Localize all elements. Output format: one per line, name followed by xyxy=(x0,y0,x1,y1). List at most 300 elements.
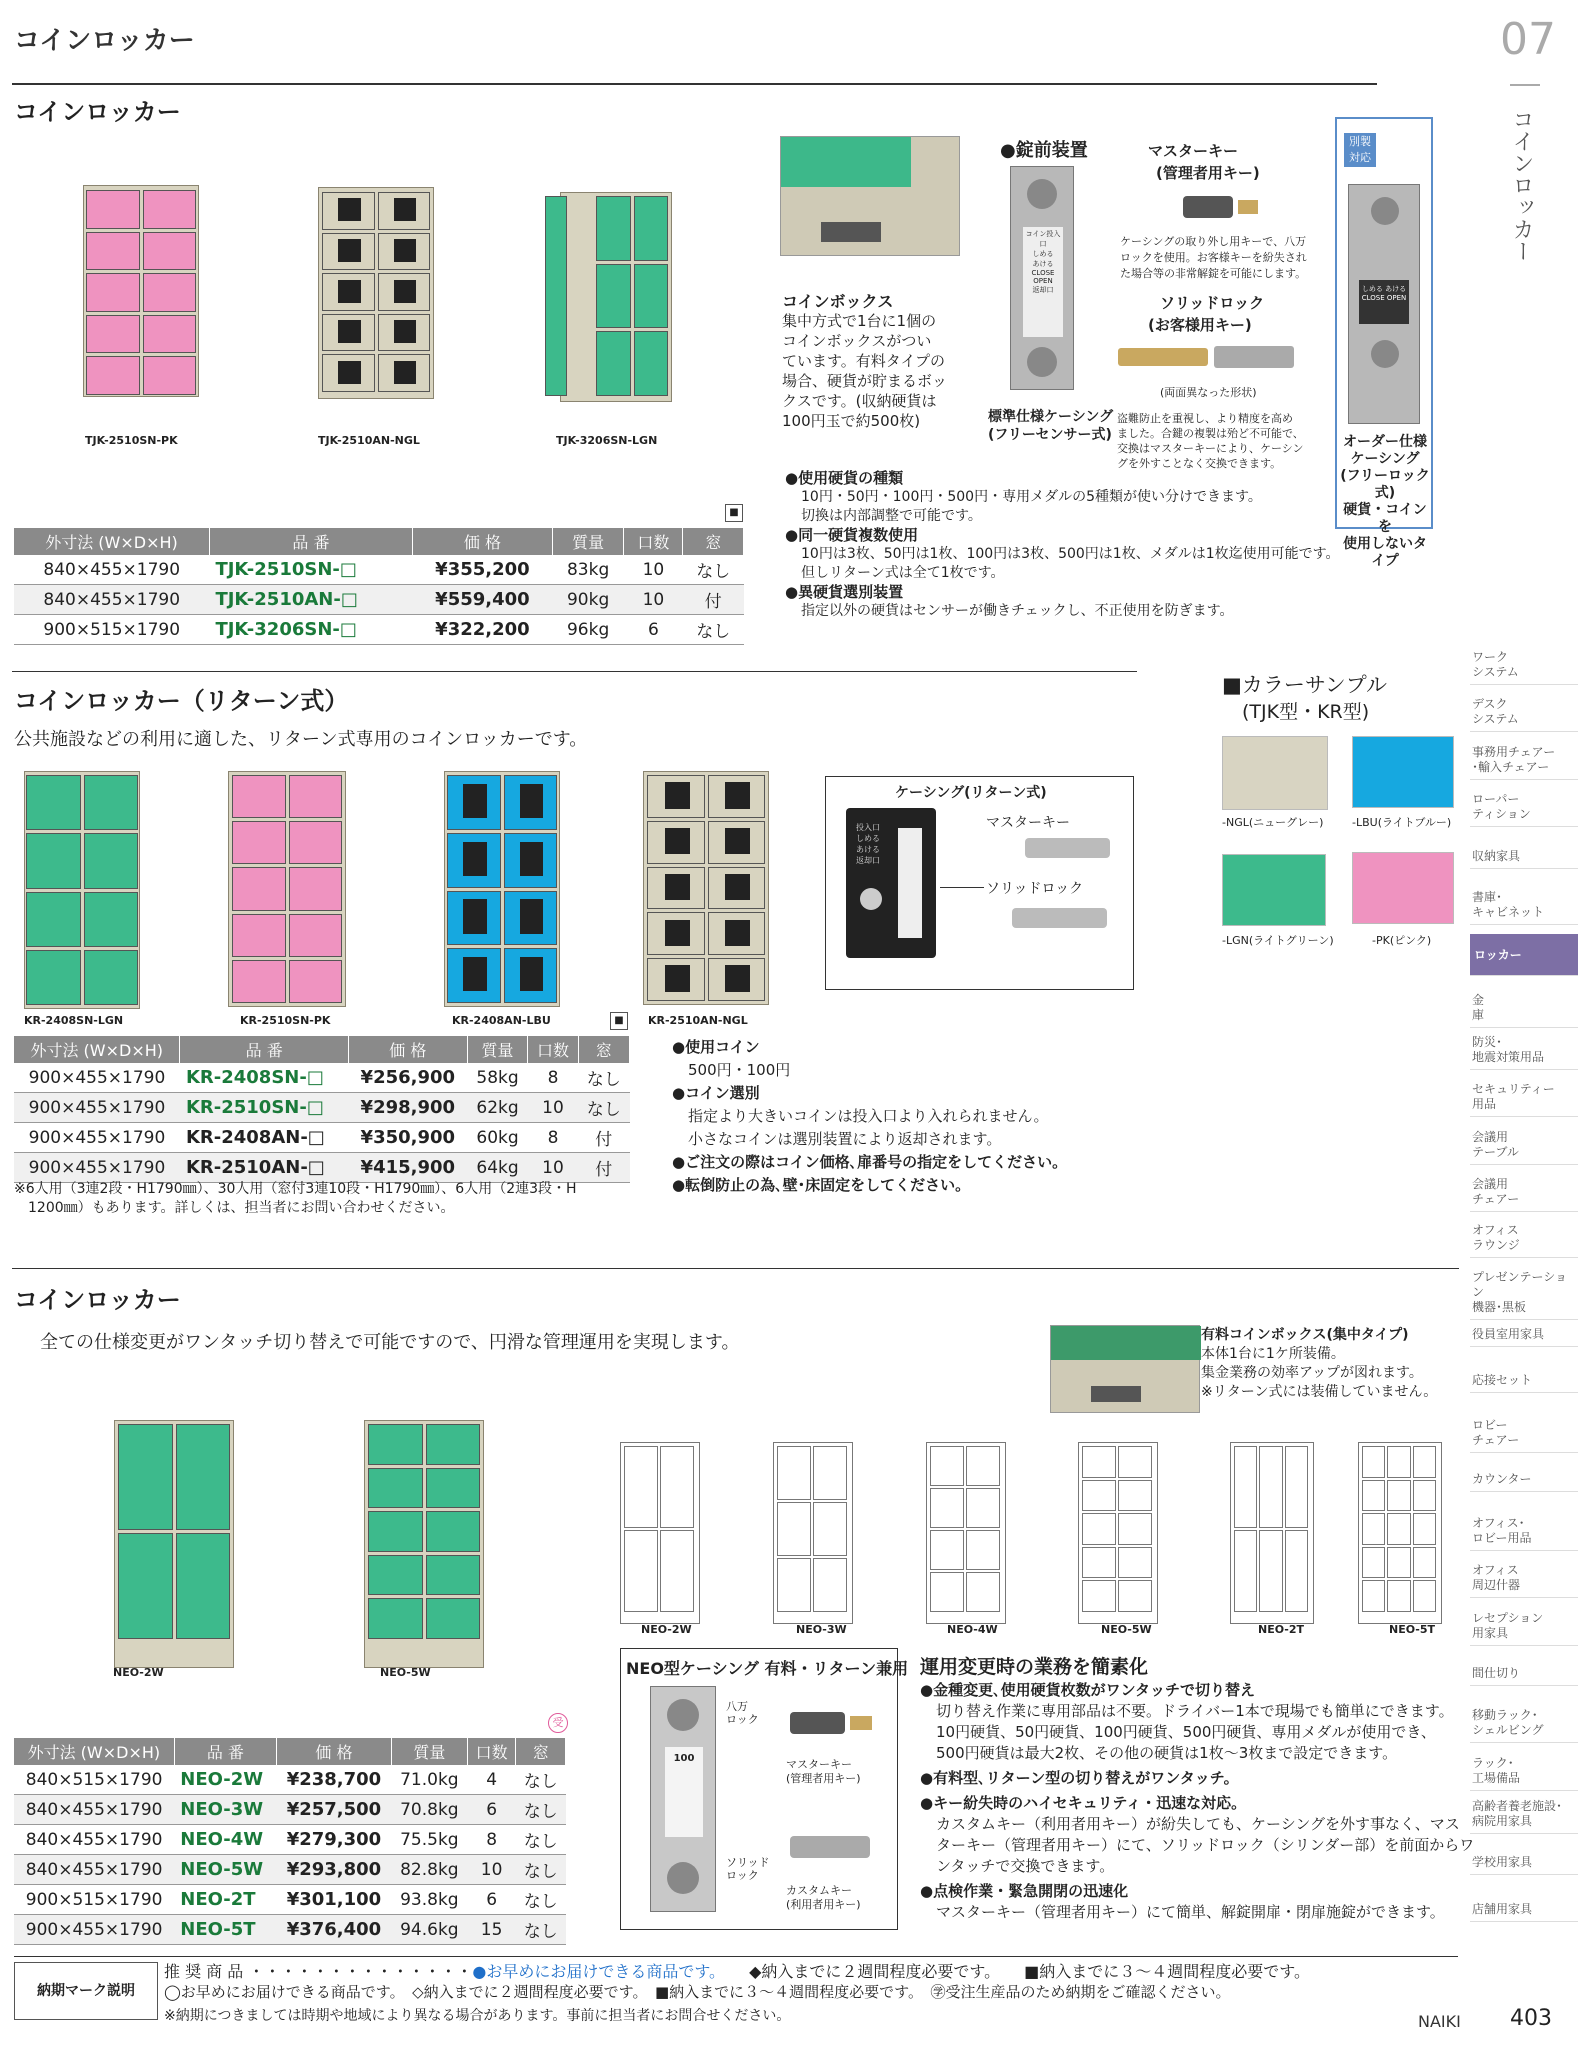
col-header: 価 格 xyxy=(277,1738,392,1765)
cell-size: 900×515×1790 xyxy=(14,1885,174,1915)
wire-door xyxy=(660,1530,694,1612)
wire-door xyxy=(1118,1547,1152,1579)
text-line: クスです。(収納硬貨は xyxy=(782,392,937,410)
model-caption: KR-2408SN-LGN xyxy=(24,1014,124,1027)
legend-row-1 xyxy=(164,1959,1310,1982)
cell-weight: 93.8kg xyxy=(391,1885,467,1915)
color-swatch-lgn xyxy=(1222,854,1326,926)
cell-count: 10 xyxy=(467,1855,516,1885)
text-line: 切り替え作業に専用部品は不要。ドライバー1本で現場でも簡単にできます。 xyxy=(936,1702,1454,1720)
cell-code: KR-2408SN-□ xyxy=(180,1063,348,1093)
door-window xyxy=(520,899,543,933)
master-key-title: マスターキー xyxy=(1148,142,1239,160)
cell-weight: 62kg xyxy=(467,1093,528,1123)
open-door xyxy=(545,196,567,396)
text-line: 場合、硬貨が貯まるボッ xyxy=(782,372,948,390)
wire-door xyxy=(1234,1530,1257,1612)
table-row xyxy=(14,1795,566,1825)
text-line: 10円は3枚、50円は1枚、100円は3枚、500円は1枚、メダルは1枚迄使用可能です。 xyxy=(801,546,1340,562)
sidebar-item[interactable]: 移動ラック･ シェルビング xyxy=(1470,1708,1578,1743)
door-window xyxy=(338,361,361,384)
cell-code: NEO-4W xyxy=(174,1825,276,1855)
locker-door xyxy=(322,233,375,271)
coinbox-slot xyxy=(1091,1386,1141,1402)
col-header: 外寸法 (W×D×H) xyxy=(14,528,209,555)
door-window xyxy=(338,239,361,262)
return-features xyxy=(672,1036,1067,1197)
text-line: ロック xyxy=(726,1713,759,1726)
section3-title: コインロッカー xyxy=(14,1286,181,1314)
cell-weight: 58kg xyxy=(467,1063,528,1093)
return-casing-photo xyxy=(846,808,936,958)
brand-label: NAIKI xyxy=(1418,2012,1461,2031)
locker-door xyxy=(426,1555,481,1596)
text-line: オーダー仕様 xyxy=(1343,434,1427,450)
drawing-caption: NEO-5T xyxy=(1389,1623,1435,1636)
col-header: 口数 xyxy=(467,1738,516,1765)
locker-door xyxy=(378,314,431,352)
lock-casing-photo xyxy=(1010,166,1074,390)
wire-door xyxy=(813,1502,847,1556)
locker-door xyxy=(426,1511,481,1552)
locker-door xyxy=(378,233,431,271)
text-line: 本体1台に1ケ所装備。 xyxy=(1201,1346,1345,1362)
spec-table-kr xyxy=(14,1036,630,1183)
wire-door xyxy=(1387,1547,1410,1579)
locker-door xyxy=(504,775,558,830)
sidebar-item[interactable]: 応接セット xyxy=(1470,1373,1578,1393)
door-window xyxy=(725,874,750,901)
legend-item: ◆納入までに２週間程度必要です。 xyxy=(749,1962,993,1981)
delivery-badge: ■ xyxy=(610,1012,628,1030)
locker-door xyxy=(84,892,139,947)
locker-door xyxy=(232,914,286,957)
door-window xyxy=(725,920,750,947)
locker-door xyxy=(86,315,140,354)
cell-size: 840×455×1790 xyxy=(14,585,209,615)
sidebar-item[interactable]: ラック･ 工場備品 xyxy=(1470,1756,1578,1791)
table-row xyxy=(14,1153,630,1183)
spec-table-tjk xyxy=(14,528,744,645)
cell-code: NEO-5T xyxy=(174,1915,276,1945)
color-swatch-lbu xyxy=(1352,736,1454,808)
model-caption: NEO-5W xyxy=(380,1666,431,1679)
sidebar-item[interactable]: デスク システム xyxy=(1470,697,1578,732)
color-swatch-ngl xyxy=(1222,736,1328,810)
wire-door xyxy=(1413,1580,1436,1612)
locker-door xyxy=(84,833,139,888)
cell-price: ¥322,200 xyxy=(412,615,552,645)
cylinder-icon xyxy=(1371,340,1399,368)
sidebar-item[interactable]: セキュリティー 用品 xyxy=(1470,1082,1578,1117)
badge-line: 別製 xyxy=(1349,135,1371,148)
text-line: 集金業務の効率アップが図れます。 xyxy=(1201,1365,1423,1381)
cell-price: ¥559,400 xyxy=(412,585,552,615)
text-line: ※リターン式には装備していません。 xyxy=(1201,1384,1438,1400)
keyhole-icon xyxy=(667,1699,699,1731)
sidebar-item[interactable]: オフィス 周辺什器 xyxy=(1470,1563,1578,1598)
text-line: 500円硬貨は最大2枚、その他の硬貨は1枚～3枚まで設定できます。 xyxy=(936,1744,1398,1762)
text-line: (利用者用キー) xyxy=(786,1898,861,1911)
wire-door xyxy=(813,1558,847,1612)
cell-count: 6 xyxy=(467,1885,516,1915)
feature-heading: ●金種変更､使用硬貨枚数がワンタッチで切り替え xyxy=(920,1681,1255,1699)
feature-heading: ●使用硬貨の種類 xyxy=(785,469,904,487)
cylinder-icon xyxy=(667,1862,699,1894)
model-caption: NEO-2W xyxy=(113,1666,164,1679)
cell-code: NEO-2W xyxy=(174,1765,276,1795)
wire-door xyxy=(1118,1480,1152,1512)
model-caption: TJK-3206SN-LGN xyxy=(556,434,658,447)
table-row xyxy=(14,1765,566,1795)
sidebar-item[interactable]: 高齢者養老施設･ 病院用家具 xyxy=(1470,1799,1578,1834)
sidebar-item[interactable]: 書庫･ キャビネット xyxy=(1470,890,1578,925)
text-line: ロックを使用。お客様キーを紛失され xyxy=(1120,251,1307,264)
locker-door xyxy=(26,950,81,1005)
door-window xyxy=(725,965,750,992)
locker-door xyxy=(447,775,501,830)
cell-window: なし xyxy=(578,1093,629,1123)
door-window xyxy=(338,280,361,303)
text-line: ケーシング xyxy=(1350,451,1420,467)
locker-door xyxy=(322,314,375,352)
locker-door xyxy=(289,821,343,864)
text-line: グを外すことなく交換できます。 xyxy=(1117,457,1282,470)
col-header: 価 格 xyxy=(348,1036,467,1063)
col-header: 窓 xyxy=(578,1036,629,1063)
sidebar-item[interactable]: プレゼンテーション 機器･黒板 xyxy=(1470,1270,1578,1320)
locker-door xyxy=(26,775,81,830)
locker-door xyxy=(368,1424,423,1465)
cell-count: 6 xyxy=(624,615,683,645)
text-line: (管理者用キー) xyxy=(786,1772,861,1785)
cell-window: なし xyxy=(516,1855,566,1885)
locker-door xyxy=(426,1598,481,1639)
locker-door xyxy=(232,775,286,818)
wire-door xyxy=(1387,1446,1410,1478)
model-caption: TJK-2510AN-NGL xyxy=(318,434,420,447)
spec-table-neo xyxy=(14,1738,566,1945)
sidebar-item[interactable]: 防災･ 地震対策用品 xyxy=(1470,1035,1578,1070)
cell-weight: 70.8kg xyxy=(391,1795,467,1825)
order-casing-title xyxy=(1338,434,1432,570)
color-sample-title: ■カラーサンプル xyxy=(1222,673,1387,697)
sidebar-item[interactable]: 金 庫 xyxy=(1470,993,1578,1028)
order-casing-photo xyxy=(1348,184,1420,424)
panel-label: コイン投入口 xyxy=(1025,230,1061,248)
locker-door xyxy=(647,958,705,1001)
keyhole-icon xyxy=(1027,179,1057,209)
text-line: 八万 xyxy=(726,1700,748,1713)
cell-window: 付 xyxy=(578,1123,629,1153)
cell-code: KR-2408AN-□ xyxy=(180,1123,348,1153)
cell-window: なし xyxy=(578,1063,629,1093)
wire-door xyxy=(966,1530,1000,1570)
coinbox-title: コインボックス xyxy=(782,292,894,311)
locker-door xyxy=(86,273,140,312)
order-panel xyxy=(1359,280,1409,324)
text-line: ※6人用（3連2段・H1790㎜）、30人用（窓付3連10段・H1790㎜）、6人用（2連3段・H xyxy=(14,1181,577,1197)
text-line: 但しリターン式は全て1枚です。 xyxy=(801,565,1005,581)
locker-door xyxy=(86,232,140,271)
master-key-desc xyxy=(1120,234,1307,282)
paid-coinbox-text xyxy=(1201,1326,1437,1402)
page-number: 403 xyxy=(1510,2006,1552,2031)
cell-size: 900×455×1790 xyxy=(14,1915,174,1945)
text-line: マスターキー（管理者用キー）にて簡単、解錠開扉・閉扉施錠ができます。 xyxy=(936,1903,1445,1921)
locker-door xyxy=(176,1533,231,1639)
text-line: ンタッチで交換できます。 xyxy=(936,1857,1115,1875)
sidebar-item[interactable]: 役員室用家具 xyxy=(1470,1327,1578,1347)
locker-door xyxy=(176,1424,231,1530)
table-row xyxy=(14,555,744,585)
text-line: 標準仕様ケーシング xyxy=(988,409,1114,425)
panel-label: あける xyxy=(1032,260,1054,268)
wire-door xyxy=(624,1530,658,1612)
paid-coinbox-door xyxy=(1051,1326,1201,1360)
locker-door xyxy=(289,960,343,1003)
return-master-label: マスターキー xyxy=(986,815,1070,831)
wire-door xyxy=(624,1446,658,1528)
locker-door xyxy=(378,354,431,392)
sidebar-item[interactable]: オフィス ラウンジ xyxy=(1470,1223,1578,1258)
locker-door xyxy=(596,264,631,329)
neo-casing-title: NEO型ケーシング 有料・リターン兼用 xyxy=(626,1659,909,1678)
text-line: ケーシングの取り外し用キーで、八万 xyxy=(1120,235,1307,248)
cell-weight: 90kg xyxy=(552,585,623,615)
locker-door xyxy=(289,867,343,910)
wire-door xyxy=(1387,1580,1410,1612)
cylinder-icon xyxy=(860,888,882,910)
sidebar-item[interactable]: 事務用チェアー ･輸入チェアー xyxy=(1470,745,1578,780)
locker-door xyxy=(86,190,140,229)
locker-door xyxy=(447,948,501,1003)
col-header: 口数 xyxy=(528,1036,578,1063)
neo-master-label xyxy=(786,1758,861,1786)
locker-door xyxy=(86,356,140,395)
wire-door xyxy=(1387,1513,1410,1545)
text-line: コインボックスがつい xyxy=(782,332,932,350)
cell-size: 900×455×1790 xyxy=(14,1063,180,1093)
locker-door xyxy=(322,273,375,311)
locker-door xyxy=(634,331,669,396)
locker-door xyxy=(634,196,669,261)
wire-door xyxy=(1362,1547,1385,1579)
sidebar-item[interactable]: カウンター xyxy=(1470,1472,1578,1492)
col-header: 口数 xyxy=(624,528,683,555)
sidebar-item[interactable]: 会議用 テーブル xyxy=(1470,1130,1578,1165)
sidebar-item[interactable]: 収納家具 xyxy=(1470,849,1578,869)
text-line: 集中方式で1台に1個の xyxy=(782,312,937,330)
sidebar-item[interactable]: 会議用 チェアー xyxy=(1470,1177,1578,1212)
locker-door xyxy=(368,1555,423,1596)
locker-door xyxy=(708,867,766,910)
sidebar-item[interactable]: ワーク システム xyxy=(1470,650,1578,685)
locker-door xyxy=(647,912,705,955)
cell-weight: 71.0kg xyxy=(391,1765,467,1795)
custom-key-icon xyxy=(790,1836,870,1858)
master-key-icon xyxy=(1025,838,1110,858)
cell-window: なし xyxy=(683,615,744,645)
cell-price: ¥279,300 xyxy=(277,1825,392,1855)
cell-weight: 83kg xyxy=(552,555,623,585)
locker-door xyxy=(143,273,197,312)
locker-door xyxy=(708,912,766,955)
cell-size: 840×455×1790 xyxy=(14,1795,174,1825)
locker-door xyxy=(143,232,197,271)
wire-door xyxy=(966,1488,1000,1528)
table-row xyxy=(14,615,744,645)
legend-note: ※納期につきましては時期や地域により異なる場合があります。事前に担当者にお問合せください。 xyxy=(164,2008,791,2024)
sidebar-item[interactable]: ロビー チェアー xyxy=(1470,1418,1578,1453)
locker-door xyxy=(426,1468,481,1509)
wire-door xyxy=(1082,1513,1116,1545)
text-line: 1200㎜）もあります。詳しくは、担当者にお問い合わせください。 xyxy=(28,1200,455,1216)
locker-door xyxy=(84,950,139,1005)
legend-item: ■納入までに３～４週間程度必要です。 xyxy=(654,1983,916,2001)
cell-weight: 94.6kg xyxy=(391,1915,467,1945)
door-window xyxy=(394,280,417,303)
door-window xyxy=(665,920,690,947)
legend-item: ㊫受注生産品のため納期をご確認ください。 xyxy=(930,1983,1231,2001)
wire-door xyxy=(777,1502,811,1556)
door-window xyxy=(394,361,417,384)
locker-door xyxy=(634,264,669,329)
feature-heading: ●使用コイン xyxy=(672,1038,760,1056)
wire-door xyxy=(777,1558,811,1612)
locker-door xyxy=(322,192,375,230)
cell-price: ¥301,100 xyxy=(277,1885,392,1915)
text-line: カスタムキー xyxy=(786,1884,852,1897)
cell-window: なし xyxy=(516,1915,566,1945)
section3-rule xyxy=(12,1268,1459,1269)
chapter-vertical-label: コインロッカー xyxy=(1509,108,1534,262)
wire-door xyxy=(1362,1446,1385,1478)
cell-count: 6 xyxy=(467,1795,516,1825)
ops-features xyxy=(920,1680,1474,1923)
locker-door xyxy=(232,821,286,864)
legend-rule xyxy=(14,1956,1458,1957)
wire-door xyxy=(813,1446,847,1500)
cell-window: なし xyxy=(516,1825,566,1855)
solid-lock-note: (両面異なった形状) xyxy=(1160,386,1257,399)
cell-size: 900×455×1790 xyxy=(14,1123,180,1153)
sidebar-item[interactable]: 間仕切り xyxy=(1470,1666,1578,1686)
wire-door xyxy=(930,1530,964,1570)
text-line: マスターキー xyxy=(786,1758,852,1771)
feature-heading: ●転倒防止の為､壁･床固定をしてください。 xyxy=(672,1176,971,1194)
cell-weight: 60kg xyxy=(467,1123,528,1153)
sidebar-item[interactable]: ロッカー xyxy=(1470,934,1578,976)
solid-key-icon xyxy=(1118,348,1208,366)
wire-door xyxy=(1082,1480,1116,1512)
neo-solid-label xyxy=(726,1856,770,1882)
locker-door xyxy=(368,1511,423,1552)
wire-door xyxy=(1362,1480,1385,1512)
locker-door xyxy=(708,958,766,1001)
locker-door xyxy=(368,1468,423,1509)
made-to-order-badge: 受 xyxy=(548,1713,568,1733)
col-header: 質量 xyxy=(391,1738,467,1765)
text-line: カスタムキー（利用者用キー）が紛失しても、ケーシングを外す事なく、マス xyxy=(936,1815,1460,1833)
custom-badge xyxy=(1344,133,1376,167)
text-line: 使用しないタイプ xyxy=(1343,536,1427,569)
standard-casing-label xyxy=(988,408,1113,444)
locker-door xyxy=(322,354,375,392)
panel-label: OPEN xyxy=(1033,277,1053,285)
locker-door xyxy=(504,891,558,946)
legend-row-2 xyxy=(164,1981,1230,2002)
wire-door xyxy=(1387,1480,1410,1512)
locker-door xyxy=(143,315,197,354)
cell-size: 900×515×1790 xyxy=(14,615,209,645)
text-line: 100円玉で約500枚) xyxy=(782,412,921,430)
text-line: ました。合鍵の複製は殆ど不可能で、 xyxy=(1117,427,1304,440)
door-window xyxy=(665,828,690,855)
cell-code: TJK-3206SN-□ xyxy=(209,615,412,645)
cell-price: ¥257,500 xyxy=(277,1795,392,1825)
color-label: -LBU(ライトブルー) xyxy=(1352,816,1452,829)
sidebar-item[interactable]: 学校用家具 xyxy=(1470,1855,1578,1875)
locker-door xyxy=(118,1533,173,1639)
text-line: 硬貨・コインを xyxy=(1343,502,1427,535)
model-caption: KR-2510AN-NGL xyxy=(648,1014,748,1027)
table-row xyxy=(14,1123,630,1153)
door-window xyxy=(463,784,486,818)
door-window xyxy=(394,320,417,343)
solid-key-icon xyxy=(1012,908,1107,928)
cell-price: ¥415,900 xyxy=(348,1153,467,1183)
section1-title: コインロッカー xyxy=(14,98,181,126)
delivery-mark-label: 納期マーク説明 xyxy=(14,1962,158,2020)
color-label: -NGL(ニューグレー) xyxy=(1222,816,1324,829)
text-line: 盗難防止を重視し、より精度を高め xyxy=(1117,412,1293,425)
model-caption: KR-2408AN-LBU xyxy=(452,1014,551,1027)
feature-heading: ●同一硬貨複数使用 xyxy=(785,526,919,544)
sidebar-item[interactable]: レセプション 用家具 xyxy=(1470,1611,1578,1646)
sidebar-item[interactable]: オフィス･ ロビー用品 xyxy=(1470,1516,1578,1551)
dots: ・・・・・・・・・・・・・・ xyxy=(248,1962,473,1981)
wire-door xyxy=(1413,1446,1436,1478)
locker-door xyxy=(647,867,705,910)
section1-rule xyxy=(12,83,1377,85)
col-header: 窓 xyxy=(683,528,744,555)
wire-door xyxy=(1413,1547,1436,1579)
door-window xyxy=(338,320,361,343)
panel-label: OPEN xyxy=(1386,294,1407,302)
model-caption: TJK-2510SN-PK xyxy=(85,434,178,447)
wire-door xyxy=(1082,1547,1116,1579)
wire-door xyxy=(1413,1513,1436,1545)
wire-door xyxy=(966,1572,1000,1612)
sidebar-item[interactable]: 店舗用家具 xyxy=(1470,1902,1578,1922)
door-window xyxy=(520,957,543,991)
cell-window: なし xyxy=(516,1795,566,1825)
col-header: 質量 xyxy=(552,528,623,555)
panel-label: CLOSE xyxy=(1031,269,1055,277)
cell-count: 10 xyxy=(528,1093,578,1123)
feature-heading: 有料コインボックス(集中タイプ) xyxy=(1201,1327,1409,1343)
text-line: 10円硬貨、50円硬貨、100円硬貨、500円硬貨、専用メダルが使用でき、 xyxy=(936,1723,1436,1741)
wire-door xyxy=(1259,1530,1282,1612)
col-header: 外寸法 (W×D×H) xyxy=(14,1738,174,1765)
cell-code: TJK-2510SN-□ xyxy=(209,555,412,585)
col-header: 品 番 xyxy=(180,1036,348,1063)
col-header: 窓 xyxy=(516,1738,566,1765)
features-coin xyxy=(785,469,1340,621)
wire-door xyxy=(1362,1513,1385,1545)
sidebar-item[interactable]: ローパー ティション xyxy=(1470,792,1578,827)
